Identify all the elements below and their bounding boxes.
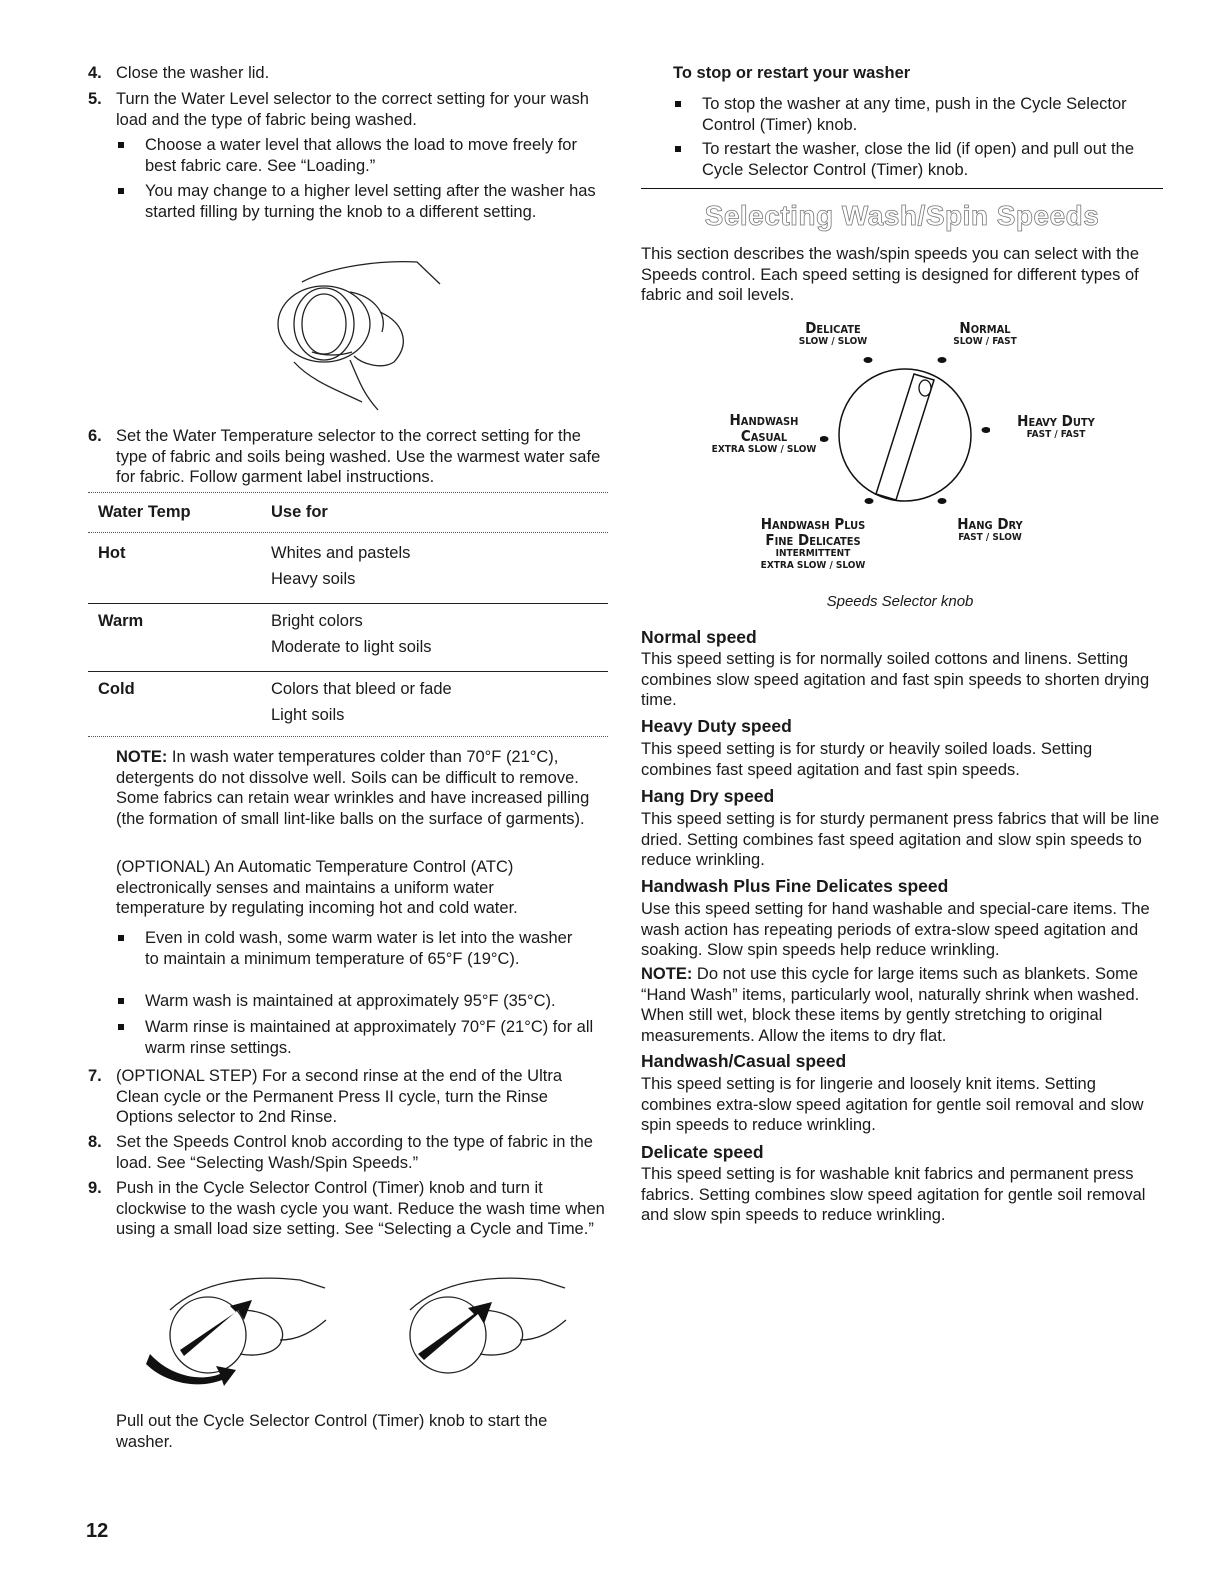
speeds-knob [820,350,990,520]
row-temp-hot: Hot [98,544,126,562]
step-7-text: (OPTIONAL STEP) For a second rinse at the end of the Ultra Clean cycle or the Permanent Press II cycle, turn the Rinse Options selector to 2nd Rinse. [116,1067,562,1126]
speed-text-heavy-duty: This speed setting is for sturdy or heavily soiled loads. Setting combines fast speed agitation and fast spin speeds. [641,740,1093,779]
note-text: In wash water temperatures colder than 70°F (21°C), detergents do not dissolve well. Soils can be difficult to remove. Some fabrics can retain wear wrinkles and have increased pilling (the formation of small lint-like balls on the surface of garments). [116,748,590,828]
atc-paragraph: (OPTIONAL) An Automatic Temperature Control (ATC) electronically senses and maintains a uniform water temperature by regulating incoming hot and cold water. [116,858,518,917]
step-5-number: 5. [88,90,102,108]
dial-label-normal: Normal SLOW / FAST [953,319,1017,347]
step-4-text: Close the washer lid. [116,64,270,82]
table-bottom-rule [88,736,608,739]
atc-bullet-3: Warm rinse is maintained at approximately 70°F (21°C) for all warm rinse settings. [145,1018,594,1057]
stop-bullet-2: To restart the washer, close the lid (if open) and pull out the Cycle Selector Control (Timer) knob. [702,140,1134,179]
dial-label-handwash-plus: Handwash Plus Fine Delicates INTERMITTENT EXTRA SLOW / SLOW [760,515,866,571]
row-use-line2: Moderate to light soils [271,638,432,656]
note-text: Do not use this cycle for large items such as blankets. Some “Hand Wash” items, particularly wool, naturally shrink when washed. When still wet, block these items by gently stretching to original measurements. Allow the items to dry flat. [641,965,1140,1045]
bullet-icon [675,101,681,107]
bullet-icon [675,146,681,152]
stop-bullet-1: To stop the washer at any time, push in the Cycle Selector Control (Timer) knob. [702,95,1127,134]
note-label: NOTE: [116,748,168,766]
knob-outline [839,369,971,501]
table-header-rule [88,532,608,535]
step-8-number: 8. [88,1133,102,1151]
table-top-rule [88,492,608,495]
speed-text-handwash-casual: This speed setting is for lingerie and loosely knit items. Setting combines extra-slow speed agitation for gentle soil removal and slow spin speeds to reduce wrinkling. [641,1075,1144,1134]
atc-bullet-1: Even in cold wash, some warm water is let into the washer to maintain a minimum temperature of 65°F (19°C). [145,929,573,968]
water-level-knob-illustration [262,252,442,412]
pull-out-instruction: Pull out the Cycle Selector Control (Timer) knob to start the washer. [116,1412,548,1451]
atc-bullet-2: Warm wash is maintained at approximately 95°F (35°C). [145,992,556,1010]
page-number: 12 [86,1520,109,1542]
row-divider [88,603,608,604]
speed-heading-hang-dry: Hang Dry speed [641,786,775,806]
dial-label-heavy-duty: Heavy Duty FAST / FAST [1017,412,1095,440]
speed-heading-heavy-duty: Heavy Duty speed [641,716,792,736]
speed-heading-delicate: Delicate speed [641,1142,764,1162]
dial-label-hang-dry: Hang Dry FAST / SLOW [957,515,1023,543]
step-9-number: 9. [88,1179,102,1197]
bullet-icon [118,142,124,148]
speed-heading-normal: Normal speed [641,627,757,647]
step-5-bullet-1: Choose a water level that allows the load to move freely for best fabric care. See “Loading.” [145,136,577,175]
row-use-line1: Whites and pastels [271,544,411,562]
section-title: Selecting Wash/Spin Speeds [704,200,1100,231]
row-use-line2: Heavy soils [271,570,356,588]
speed-text-normal: This speed setting is for normally soiled cottons and linens. Setting combines slow speed agitation and fast spin speeds to shorten drying time. [641,650,1150,709]
speed-text-delicate: This speed setting is for washable knit fabrics and permanent press fabrics. Setting combines slow speed agitation for gentle soil removal and slow spin speeds to reduce wrinkling. [641,1165,1146,1224]
stop-restart-heading: To stop or restart your washer [673,64,911,82]
handwash-note [641,964,1163,1046]
section-rule [641,188,1163,189]
speed-heading-handwash-casual: Handwash/Casual speed [641,1051,847,1071]
step-7-number: 7. [88,1067,102,1085]
dial-label-handwash-casual: Handwash Casual EXTRA SLOW / SLOW [711,411,817,455]
step-4-number: 4. [88,64,102,82]
speed-heading-handwash-plus: Handwash Plus Fine Delicates speed [641,876,949,896]
row-use-line1: Colors that bleed or fade [271,680,452,698]
step-5-bullet-2: You may change to a higher level setting after the washer has started filling by turning the knob to a different setting. [145,182,596,221]
speed-text-hang-dry: This speed setting is for sturdy permanent press fabrics that will be line dried. Setting combines fast speed agitation and slow spin speeds to reduce wrinkling. [641,810,1160,869]
step-6-number: 6. [88,427,102,445]
bullet-icon [118,1024,124,1030]
knob-indicator [919,380,931,396]
push-turn-knob-illustration [140,1270,340,1400]
table-header-water-temp: Water Temp [98,503,191,521]
row-temp-warm: Warm [98,612,144,630]
step-5-text: Turn the Water Level selector to the correct setting for your wash load and the type of fabric being washed. [116,90,589,129]
row-temp-cold: Cold [98,680,135,698]
dial-position-dots [820,357,990,504]
bullet-icon [118,935,124,941]
knob-pointer [876,374,934,500]
dial-label-delicate: Delicate SLOW / SLOW [798,319,868,347]
bullet-icon [118,998,124,1004]
section-intro: This section describes the wash/spin speeds you can select with the Speeds control. Each speed setting is designed for different types of fabric and soil levels. [641,245,1140,304]
row-use-line2: Light soils [271,706,345,724]
pull-out-knob-illustration [380,1270,580,1400]
bullet-icon [118,188,124,194]
step-9-text: Push in the Cycle Selector Control (Timer) knob and turn it clockwise to the wash cycle you want. Reduce the wash time when using a small load size setting. See “Selecting a Cycle and Time.” [116,1179,605,1238]
row-divider [88,671,608,672]
step-8-text: Set the Speeds Control knob according to the type of fabric in the load. See “Selecting Wash/Spin Speeds.” [116,1133,593,1172]
note-label: NOTE: [641,965,693,983]
temperature-note [116,747,604,829]
row-use-line1: Bright colors [271,612,363,630]
step-6-text: Set the Water Temperature selector to the correct setting for the type of fabric and soils being washed. Use the warmest water safe for fabric. Follow garment label instructions. [116,427,601,486]
speed-text-handwash-plus: Use this speed setting for hand washable and special-care items. The wash action has repeating periods of extra-slow speed agitation and soaking. Slow spin speeds help reduce wrinkling. [641,900,1150,959]
table-header-use-for: Use for [271,503,328,521]
dial-caption: Speeds Selector knob [826,593,974,610]
